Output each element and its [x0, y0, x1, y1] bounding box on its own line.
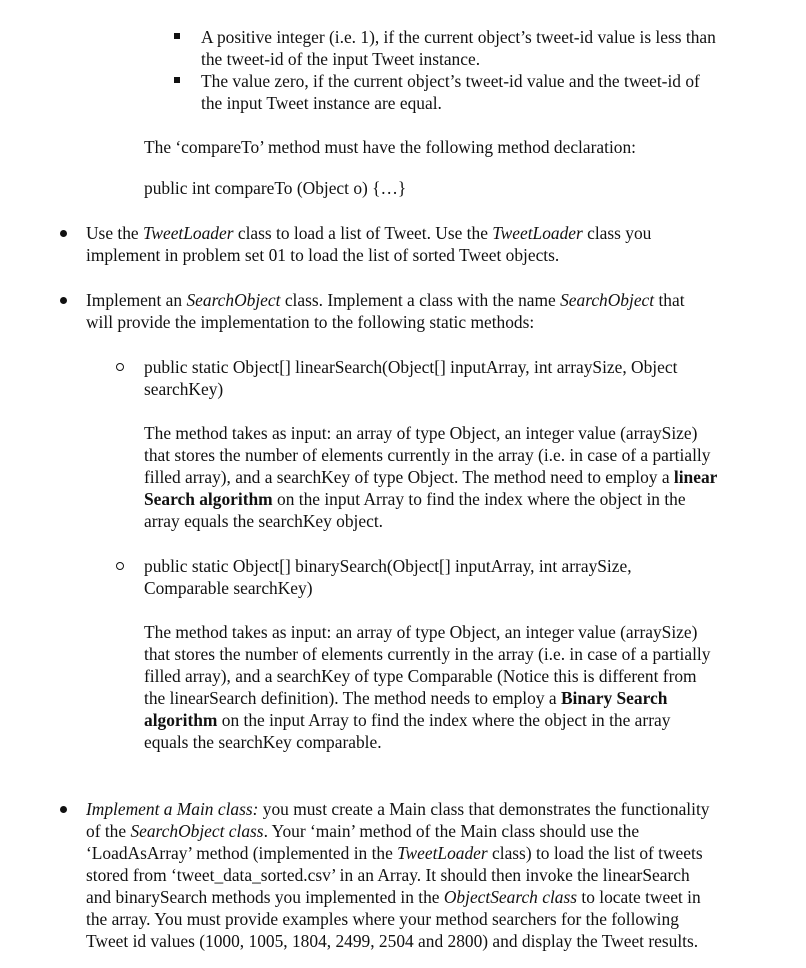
round-bullet-icon	[60, 230, 67, 237]
binary-search-signature: public static Object[] binarySearch(Object[] inputArray, int arraySize, Comparable searchKey)	[144, 556, 632, 598]
return-value-positive-item: A positive integer (i.e. 1), if the current object’s tweet-id value is less than the tweet-id of the input Tweet instance.	[201, 27, 716, 69]
compareto-intro: The ‘compareTo’ method must have the following method declaration:	[144, 137, 637, 157]
tweetloader-item: Use the TweetLoader class to load a list of Tweet. Use the TweetLoader class you implement in problem set 01 to load the list of sorted Tweet objects.	[86, 223, 652, 265]
return-value-zero-item: The value zero, if the current object’s tweet-id value and the tweet-id of the input Tweet instance are equal.	[201, 71, 700, 113]
square-bullet-icon	[174, 77, 180, 83]
square-bullet-icon	[174, 33, 180, 39]
round-bullet-icon	[60, 297, 67, 304]
compareto-declaration: public int compareTo (Object o) {…}	[144, 178, 407, 198]
binary-search-description: The method takes as input: an array of type Object, an integer value (arraySize) that stores the number of elements currently in the array (i.e. in case of a partially filled array), and a searchKey of type Comparable (Notice this is different from the linearSearch definition). The method needs to employ a Binary Search algorithm on the input Array to find the index where the object in the array equals the searchKey comparable.	[144, 622, 711, 752]
linear-search-signature: public static Object[] linearSearch(Object[] inputArray, int arraySize, Object searchKey)	[144, 357, 678, 399]
linear-search-description: The method takes as input: an array of type Object, an integer value (arraySize) that stores the number of elements currently in the array (i.e. in case of a partially filled array), and a searchKey of type Object. The method need to employ a linear Search algorithm on the input Array to find the index where the object in the array equals the searchKey object.	[144, 423, 718, 531]
hollow-bullet-icon	[116, 363, 124, 371]
hollow-bullet-icon	[116, 562, 124, 570]
searchobject-item: Implement an SearchObject class. Implement a class with the name SearchObject that will provide the implementation to the following static methods:	[86, 290, 685, 332]
main-class-item: Implement a Main class: you must create a Main class that demonstrates the functionality of the SearchObject class. Your ‘main’ method of the Main class should use the ‘LoadAsArray’ method (implemented in the TweetLoader class) to load the list of tweets stored from ‘tweet_data_sorted.csv’ in an Array. It should then invoke the linearSearch and binarySearch methods you implemented in the ObjectSearch class to locate tweet in the array. You must provide examples where your method searchers for the following Tweet id values (1000, 1005, 1804, 2499, 2504 and 2800) and display the Tweet results.	[86, 799, 710, 951]
round-bullet-icon	[60, 806, 67, 813]
